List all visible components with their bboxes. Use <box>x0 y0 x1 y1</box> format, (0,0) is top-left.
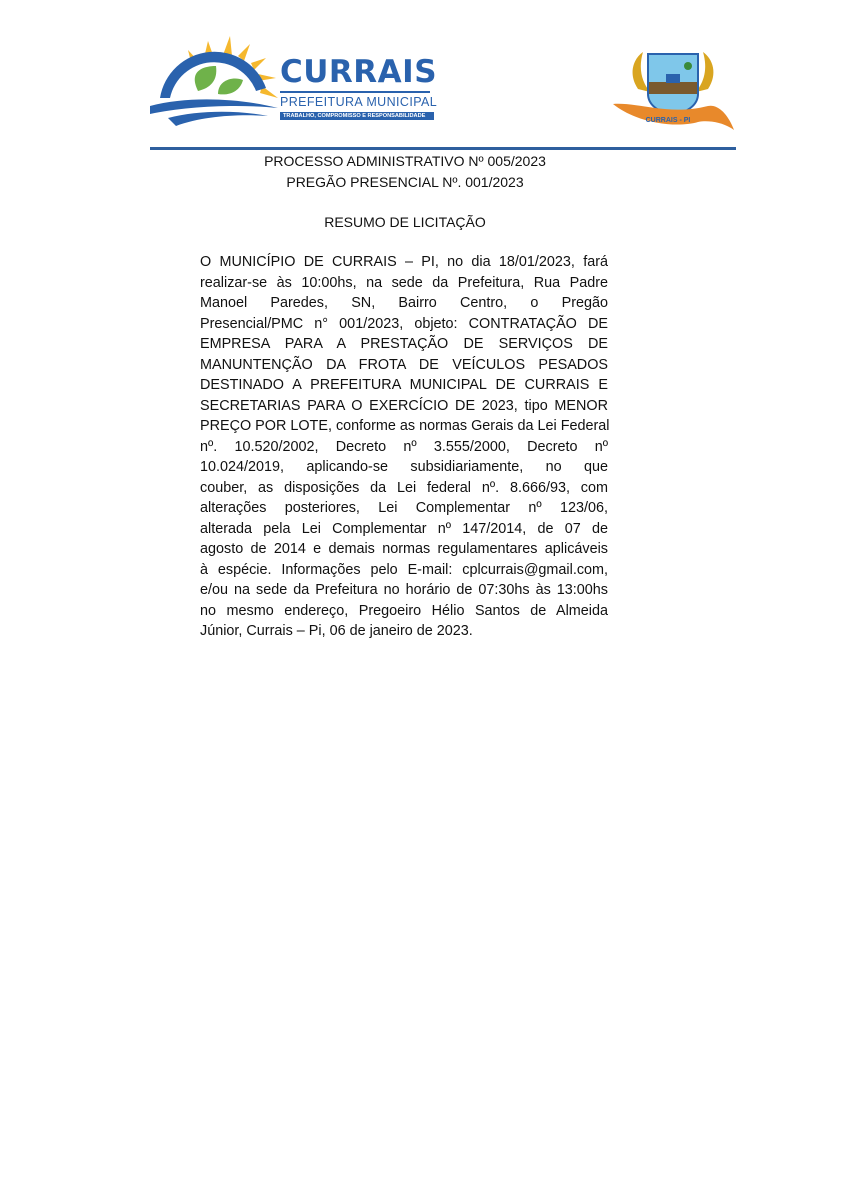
body-line: à espécie. Informações pelo E-mail: cplcurrais@gmail.com, <box>200 561 608 578</box>
body-line: nº. 10.520/2002, Decreto nº 3.555/2000, Decreto nº <box>200 438 608 455</box>
header-divider <box>150 147 736 150</box>
body-line: no mesmo endereço, Pregoeiro Hélio Santos de Almeida <box>200 602 608 619</box>
body-line: MANUNTENÇÃO DA FROTA DE VEÍCULOS PESADOS <box>200 356 608 373</box>
municipal-crest-icon <box>608 44 738 136</box>
process-number: PROCESSO ADMINISTRATIVO Nº 005/2023 <box>264 153 546 169</box>
body-line: alterada pela Lei Complementar nº 147/2014, de 07 de <box>200 520 608 537</box>
brand-name: CURRAIS <box>280 54 438 90</box>
brand-block <box>280 56 437 120</box>
body-line: agosto de 2014 e demais normas regulamentares aplicáveis <box>200 541 608 557</box>
body-line: SECRETARIAS PARA O EXERCÍCIO DE 2023, tipo MENOR <box>200 397 608 414</box>
body-line: realizar-se às 10:00hs, na sede da Prefeitura, Rua Padre <box>200 274 608 291</box>
body-line: PREÇO POR LOTE, conforme as normas Gerais da Lei Federal <box>200 418 610 434</box>
brand-tagline: TRABALHO, COMPROMISSO E RESPONSABILIDADE <box>280 112 434 120</box>
brand-divider <box>280 91 430 93</box>
pregao-number: PREGÃO PRESENCIAL Nº. 001/2023 <box>286 174 524 190</box>
body-line: DESTINADO A PREFEITURA MUNICIPAL DE CURRAIS E <box>200 377 608 393</box>
document-title: RESUMO DE LICITAÇÃO <box>324 214 486 230</box>
document-body <box>200 252 608 642</box>
body-line: O MUNICÍPIO DE CURRAIS – PI, no dia 18/01/2023, fará <box>200 254 608 270</box>
body-line: Presencial/PMC n° 001/2023, objeto: CONTRATAÇÃO DE <box>200 315 608 332</box>
body-line: EMPRESA PARA A PRESTAÇÃO DE SERVIÇOS DE <box>200 336 608 352</box>
body-line: 10.024/2019, aplicando-se subsidiariamente, no que <box>200 459 608 475</box>
body-line: e/ou na sede da Prefeitura no horário de 07:30hs às 13:00hs <box>200 582 608 598</box>
body-line: alterações posteriores, Lei Complementar nº 123/06, <box>200 500 608 516</box>
body-line: Júnior, Currais – Pi, 06 de janeiro de 2023. <box>200 623 473 639</box>
brand-subtitle: PREFEITURA MUNICIPAL <box>280 95 438 109</box>
body-line: couber, as disposições da Lei federal nº. 8.666/93, com <box>200 479 608 496</box>
body-line: Manoel Paredes, SN, Bairro Centro, o Pregão <box>200 295 608 311</box>
svg-text:CURRAIS - PI: CURRAIS - PI <box>645 117 691 124</box>
